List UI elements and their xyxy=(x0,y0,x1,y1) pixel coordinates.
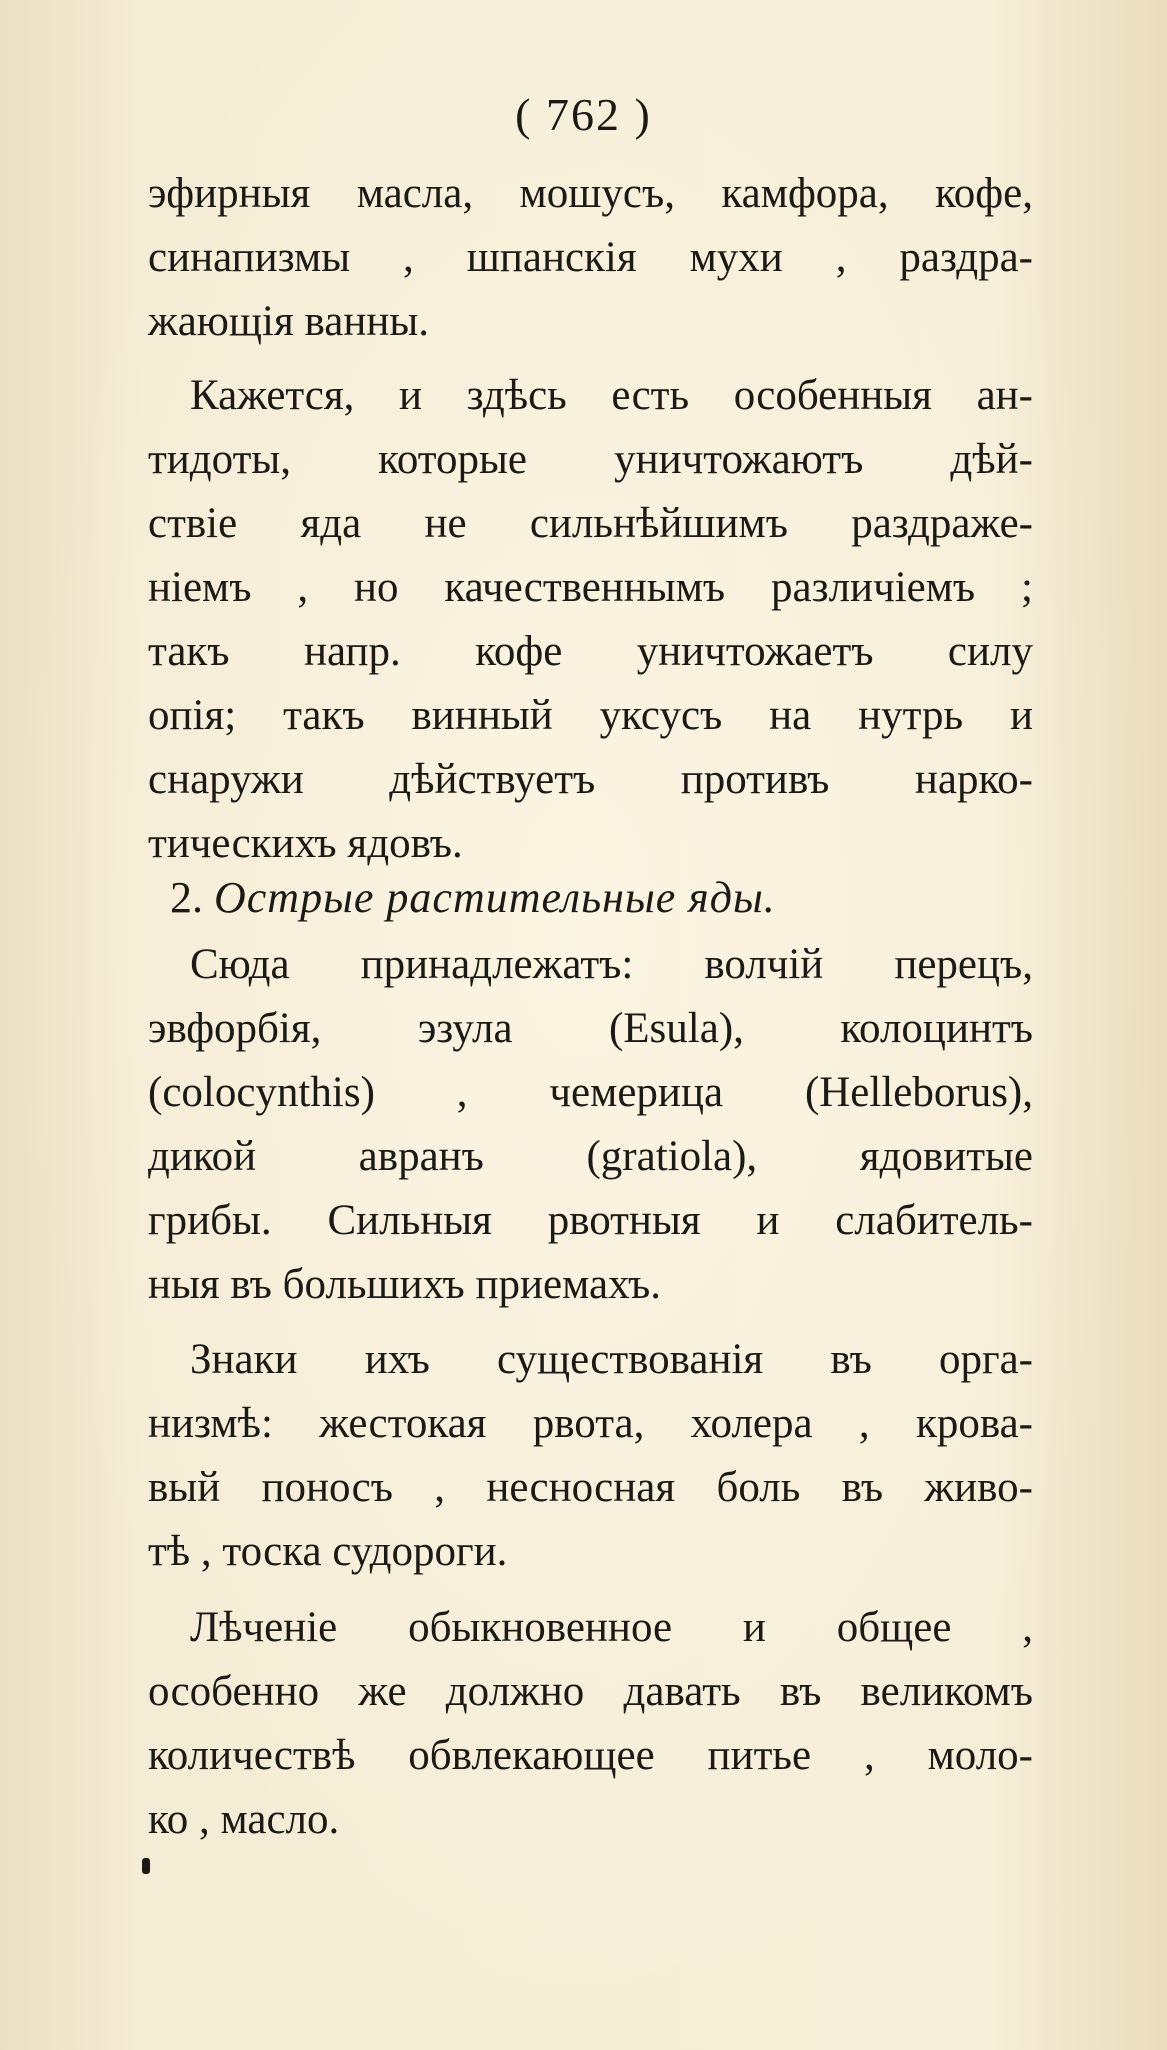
section-heading xyxy=(170,868,776,928)
text-line: такъ напр. кофе уничтожаетъ силу xyxy=(148,628,1033,675)
text-line: Кажется, и здѣсь есть особенныя ан- xyxy=(190,372,1033,419)
text-line: тидоты, которые уничтожаютъ дѣй- xyxy=(148,436,1033,483)
ink-mark xyxy=(142,1858,150,1874)
text-line: количествѣ обвлекающее питье , моло- xyxy=(148,1732,1033,1779)
text-line: тѣ , тоска судороги. xyxy=(148,1528,508,1575)
text-line: опія; такъ винный уксусъ на нутрь и xyxy=(148,692,1033,739)
text-line: Сюда принадлежатъ: волчій перецъ, xyxy=(190,941,1033,988)
text-line: вый поносъ , несносная боль въ живо- xyxy=(148,1464,1033,1511)
text-line: Лѣченіе обыкновенное и общее , xyxy=(190,1604,1033,1651)
text-line: ствіе яда не сильнѣйшимъ раздраже- xyxy=(148,500,1033,547)
text-line: жающія ванны. xyxy=(148,298,429,345)
text-line: дикой авранъ (gratiola), ядовитые xyxy=(148,1133,1033,1180)
text-line: синапизмы , шпанскія мухи , раздра- xyxy=(148,234,1033,281)
section-title: Острые растительные яды. xyxy=(214,873,776,922)
text-line: (colocynthis) , чемерица (Helleborus), xyxy=(148,1069,1033,1116)
section-number: 2. xyxy=(170,873,203,922)
text-line: ныя въ большихъ приемахъ. xyxy=(148,1261,661,1308)
text-line: грибы. Сильныя рвотныя и слабитель- xyxy=(148,1197,1033,1244)
text-line: эфирныя масла, мошусъ, камфора, кофе, xyxy=(148,170,1033,217)
text-line: эвфорбія, эзула (Esula), колоцинтъ xyxy=(148,1005,1033,1052)
text-line: Знаки ихъ существованія въ орга- xyxy=(190,1336,1033,1383)
text-line: снаружи дѣйствуетъ противъ нарко- xyxy=(148,756,1033,803)
text-line: тическихъ ядовъ. xyxy=(148,820,463,867)
text-line: особенно же должно давать въ великомъ xyxy=(148,1668,1033,1715)
text-line: ніемъ , но качественнымъ различіемъ ; xyxy=(148,564,1033,611)
text-line: низмѣ: жестокая рвота, холера , крова- xyxy=(148,1400,1033,1447)
text-line: ко , масло. xyxy=(148,1796,340,1843)
page-number: ( 762 ) xyxy=(515,89,652,140)
